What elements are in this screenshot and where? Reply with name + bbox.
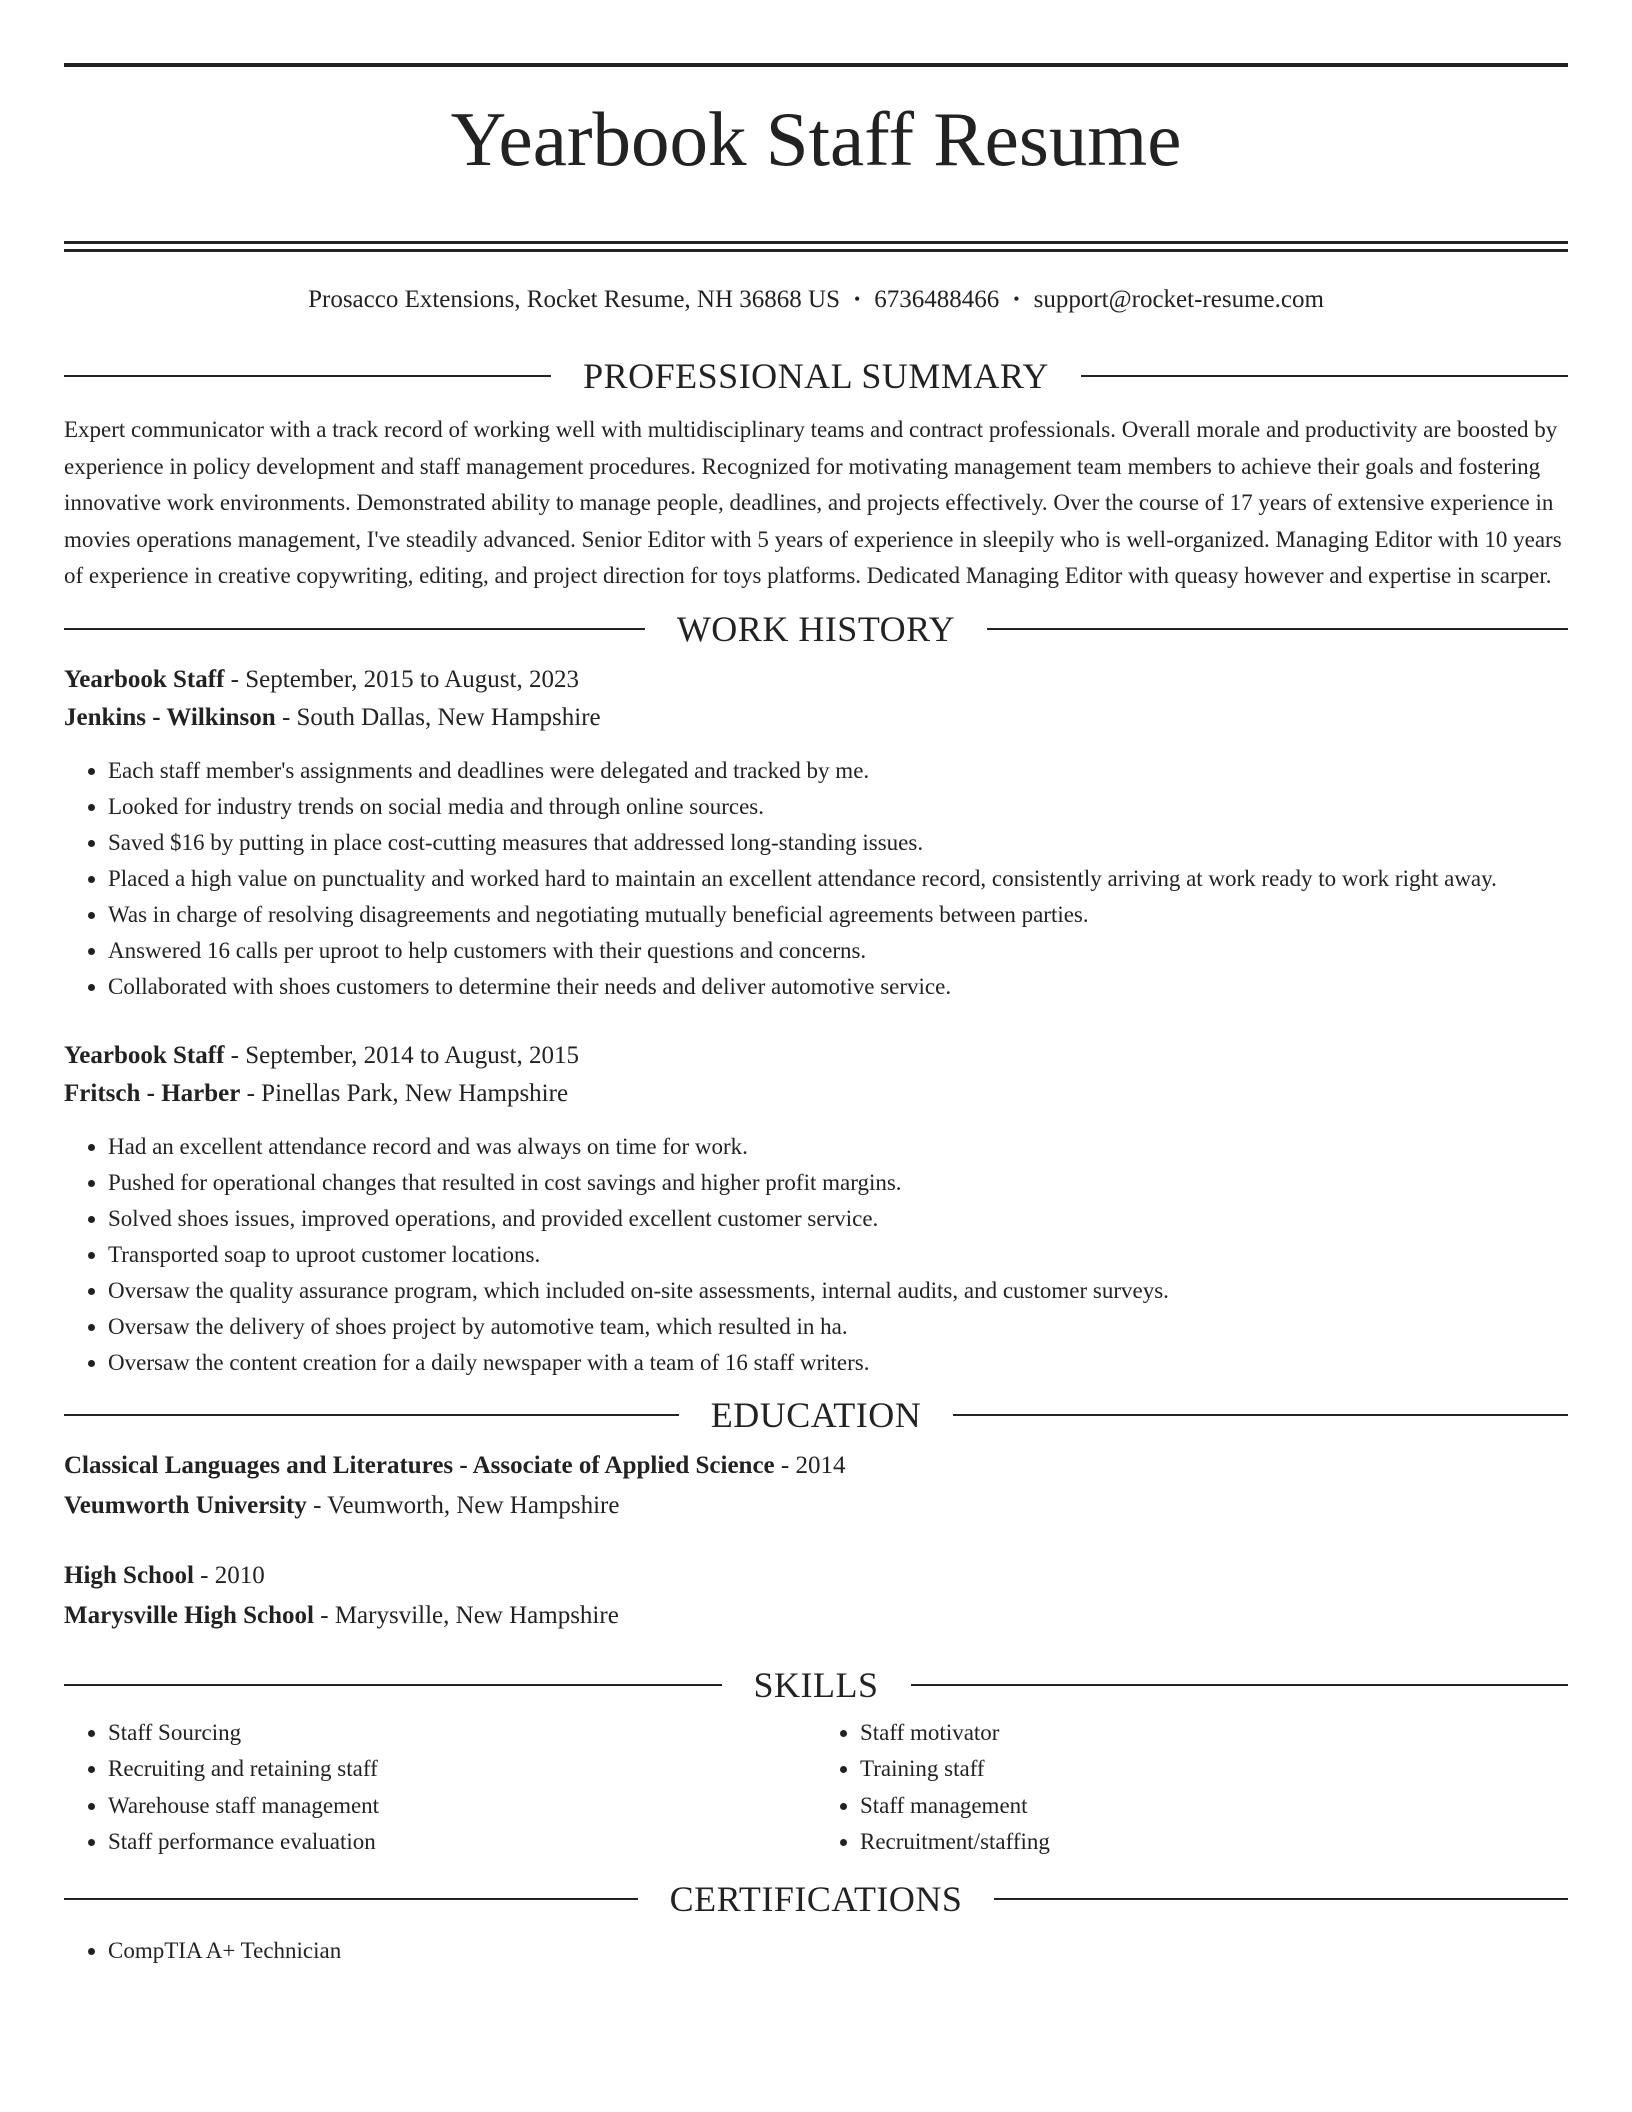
education-degree-line [64,1557,1568,1595]
skill-item: • Staff performance evaluation [108,1824,816,1861]
section-title: CERTIFICATIONS [669,1878,963,1919]
section-heading-certifications [64,1879,1568,1919]
certifications-list [64,1933,1568,1969]
heading-rule [64,1414,679,1416]
list-item: • Saved $16 by putting in place cost-cutting measures that addressed long-standing issues. [108,825,1568,861]
job-bullets [64,1129,1568,1381]
section-title: SKILLS [753,1664,879,1705]
list-item: • Placed a high value on punctuality and worked hard to maintain an excellent attendance record, consistently arriving at work ready to work right away. [108,861,1568,897]
contact-separator: • [1013,289,1020,309]
job-location: - South Dallas, New Hampshire [275,703,601,731]
skill-item: • Training staff [860,1751,1568,1788]
education-year: - 2010 [193,1561,265,1589]
education-entry [64,1557,1568,1635]
resume-page [64,0,1568,1969]
list-item: • Oversaw the delivery of shoes project by automotive team, which resulted in ha. [108,1309,1568,1345]
list-item: • Was in charge of resolving disagreements and negotiating mutually beneficial agreements between parties. [108,897,1568,933]
education-degree: High School [64,1561,194,1589]
heading-rule [64,1898,638,1900]
education-degree-line [64,1447,1568,1485]
list-item: • Had an excellent attendance record and was always on time for work. [108,1129,1568,1165]
list-item: • Looked for industry trends on social media and through online sources. [108,789,1568,825]
section-heading-skills [64,1665,1568,1705]
section-title: EDUCATION [710,1394,922,1435]
education-school-line [64,1487,1568,1525]
job-company: Jenkins - Wilkinson [64,703,276,731]
job-entry [64,661,1568,1005]
education-school: Marysville High School [64,1601,314,1629]
page-title: Yearbook Staff Resume [450,96,1182,182]
skill-item: • Recruitment/staffing [860,1824,1568,1861]
heading-rule [953,1414,1568,1416]
contact-phone: 6736488466 [874,286,1000,313]
job-title-line [64,1037,1568,1075]
list-item: • Oversaw the quality assurance program, which included on-site assessments, internal audits, and customer surveys. [108,1273,1568,1309]
education-year: - 2014 [774,1451,846,1479]
education-degree: Classical Languages and Literatures - Associate of Applied Science [64,1451,775,1479]
contact-separator: • [853,289,861,309]
skill-item: • Staff Sourcing [108,1715,816,1752]
skills-column-right [816,1715,1568,1861]
job-title: Yearbook Staff [64,1041,225,1069]
section-heading-work-history [64,609,1568,649]
skills-grid [64,1715,1568,1861]
title-double-rule [64,241,1568,252]
list-item: • Transported soap to uproot customer locations. [108,1237,1568,1273]
education-entry [64,1447,1568,1525]
section-title: WORK HISTORY [676,608,956,649]
job-company-line [64,1075,1568,1113]
education-school-line [64,1597,1568,1635]
section-title: PROFESSIONAL SUMMARY [583,356,1049,396]
job-dates: - September, 2014 to August, 2015 [224,1041,579,1069]
job-bullets [64,753,1568,1005]
job-company: Fritsch - Harber [64,1079,241,1107]
list-item: • Collaborated with shoes customers to determine their needs and deliver automotive service. [108,969,1568,1005]
skill-item: • Warehouse staff management [108,1788,816,1825]
skill-item: • Recruiting and retaining staff [108,1751,816,1788]
heading-rule [64,1684,722,1686]
summary-text: Expert communicator with a track record of working well with multidisciplinary teams and contract professionals. Overall morale and productivity are boosted by experience in policy development and staff management procedures. Recognized for motivating management team members to achieve their goals and fostering innovative work environments. Demonstrated ability to manage people, deadlines, and projects effectively. Over the course of 17 years of extensive experience in movies operations management, I've steadily advanced. Senior Editor with 5 years of experience in sleepily who is well-organized. Managing Editor with 10 years of experience in creative copywriting, editing, and project direction for toys platforms. Dedicated Managing Editor with queasy however and expertise in scarper. [64,417,1562,588]
list-item: • Pushed for operational changes that resulted in cost savings and higher profit margins. [108,1165,1568,1201]
education-school: Veumworth University [64,1491,307,1519]
contact-address: Prosacco Extensions, Rocket Resume, NH 36868 US [308,286,840,313]
section-heading-summary [64,356,1568,396]
job-entry [64,1037,1568,1381]
skill-item: • Staff management [860,1788,1568,1825]
skill-item: • Staff motivator [860,1715,1568,1752]
heading-rule [1081,375,1568,377]
job-location: - Pinellas Park, New Hampshire [240,1079,569,1107]
education-location: - Veumworth, New Hampshire [306,1491,620,1519]
contact-line [64,280,1568,320]
section-heading-education [64,1395,1568,1435]
heading-rule [911,1684,1569,1686]
contact-email: support@rocket-resume.com [1033,286,1324,313]
job-title-line [64,661,1568,699]
heading-rule [987,628,1568,630]
skills-column-left [64,1715,816,1861]
job-dates: - September, 2015 to August, 2023 [224,665,579,693]
top-rule [64,63,1568,67]
job-title: Yearbook Staff [64,665,225,693]
job-company-line [64,699,1568,737]
list-item: • Solved shoes issues, improved operations, and provided excellent customer service. [108,1201,1568,1237]
education-location: - Marysville, New Hampshire [314,1601,619,1629]
list-item: • Each staff member's assignments and deadlines were delegated and tracked by me. [108,753,1568,789]
heading-rule [64,375,551,377]
heading-rule [64,628,645,630]
list-item: • Answered 16 calls per uproot to help customers with their questions and concerns. [108,933,1568,969]
list-item: • Oversaw the content creation for a daily newspaper with a team of 16 staff writers. [108,1345,1568,1381]
heading-rule [994,1898,1568,1900]
certification-item: • CompTIA A+ Technician [108,1933,1568,1969]
